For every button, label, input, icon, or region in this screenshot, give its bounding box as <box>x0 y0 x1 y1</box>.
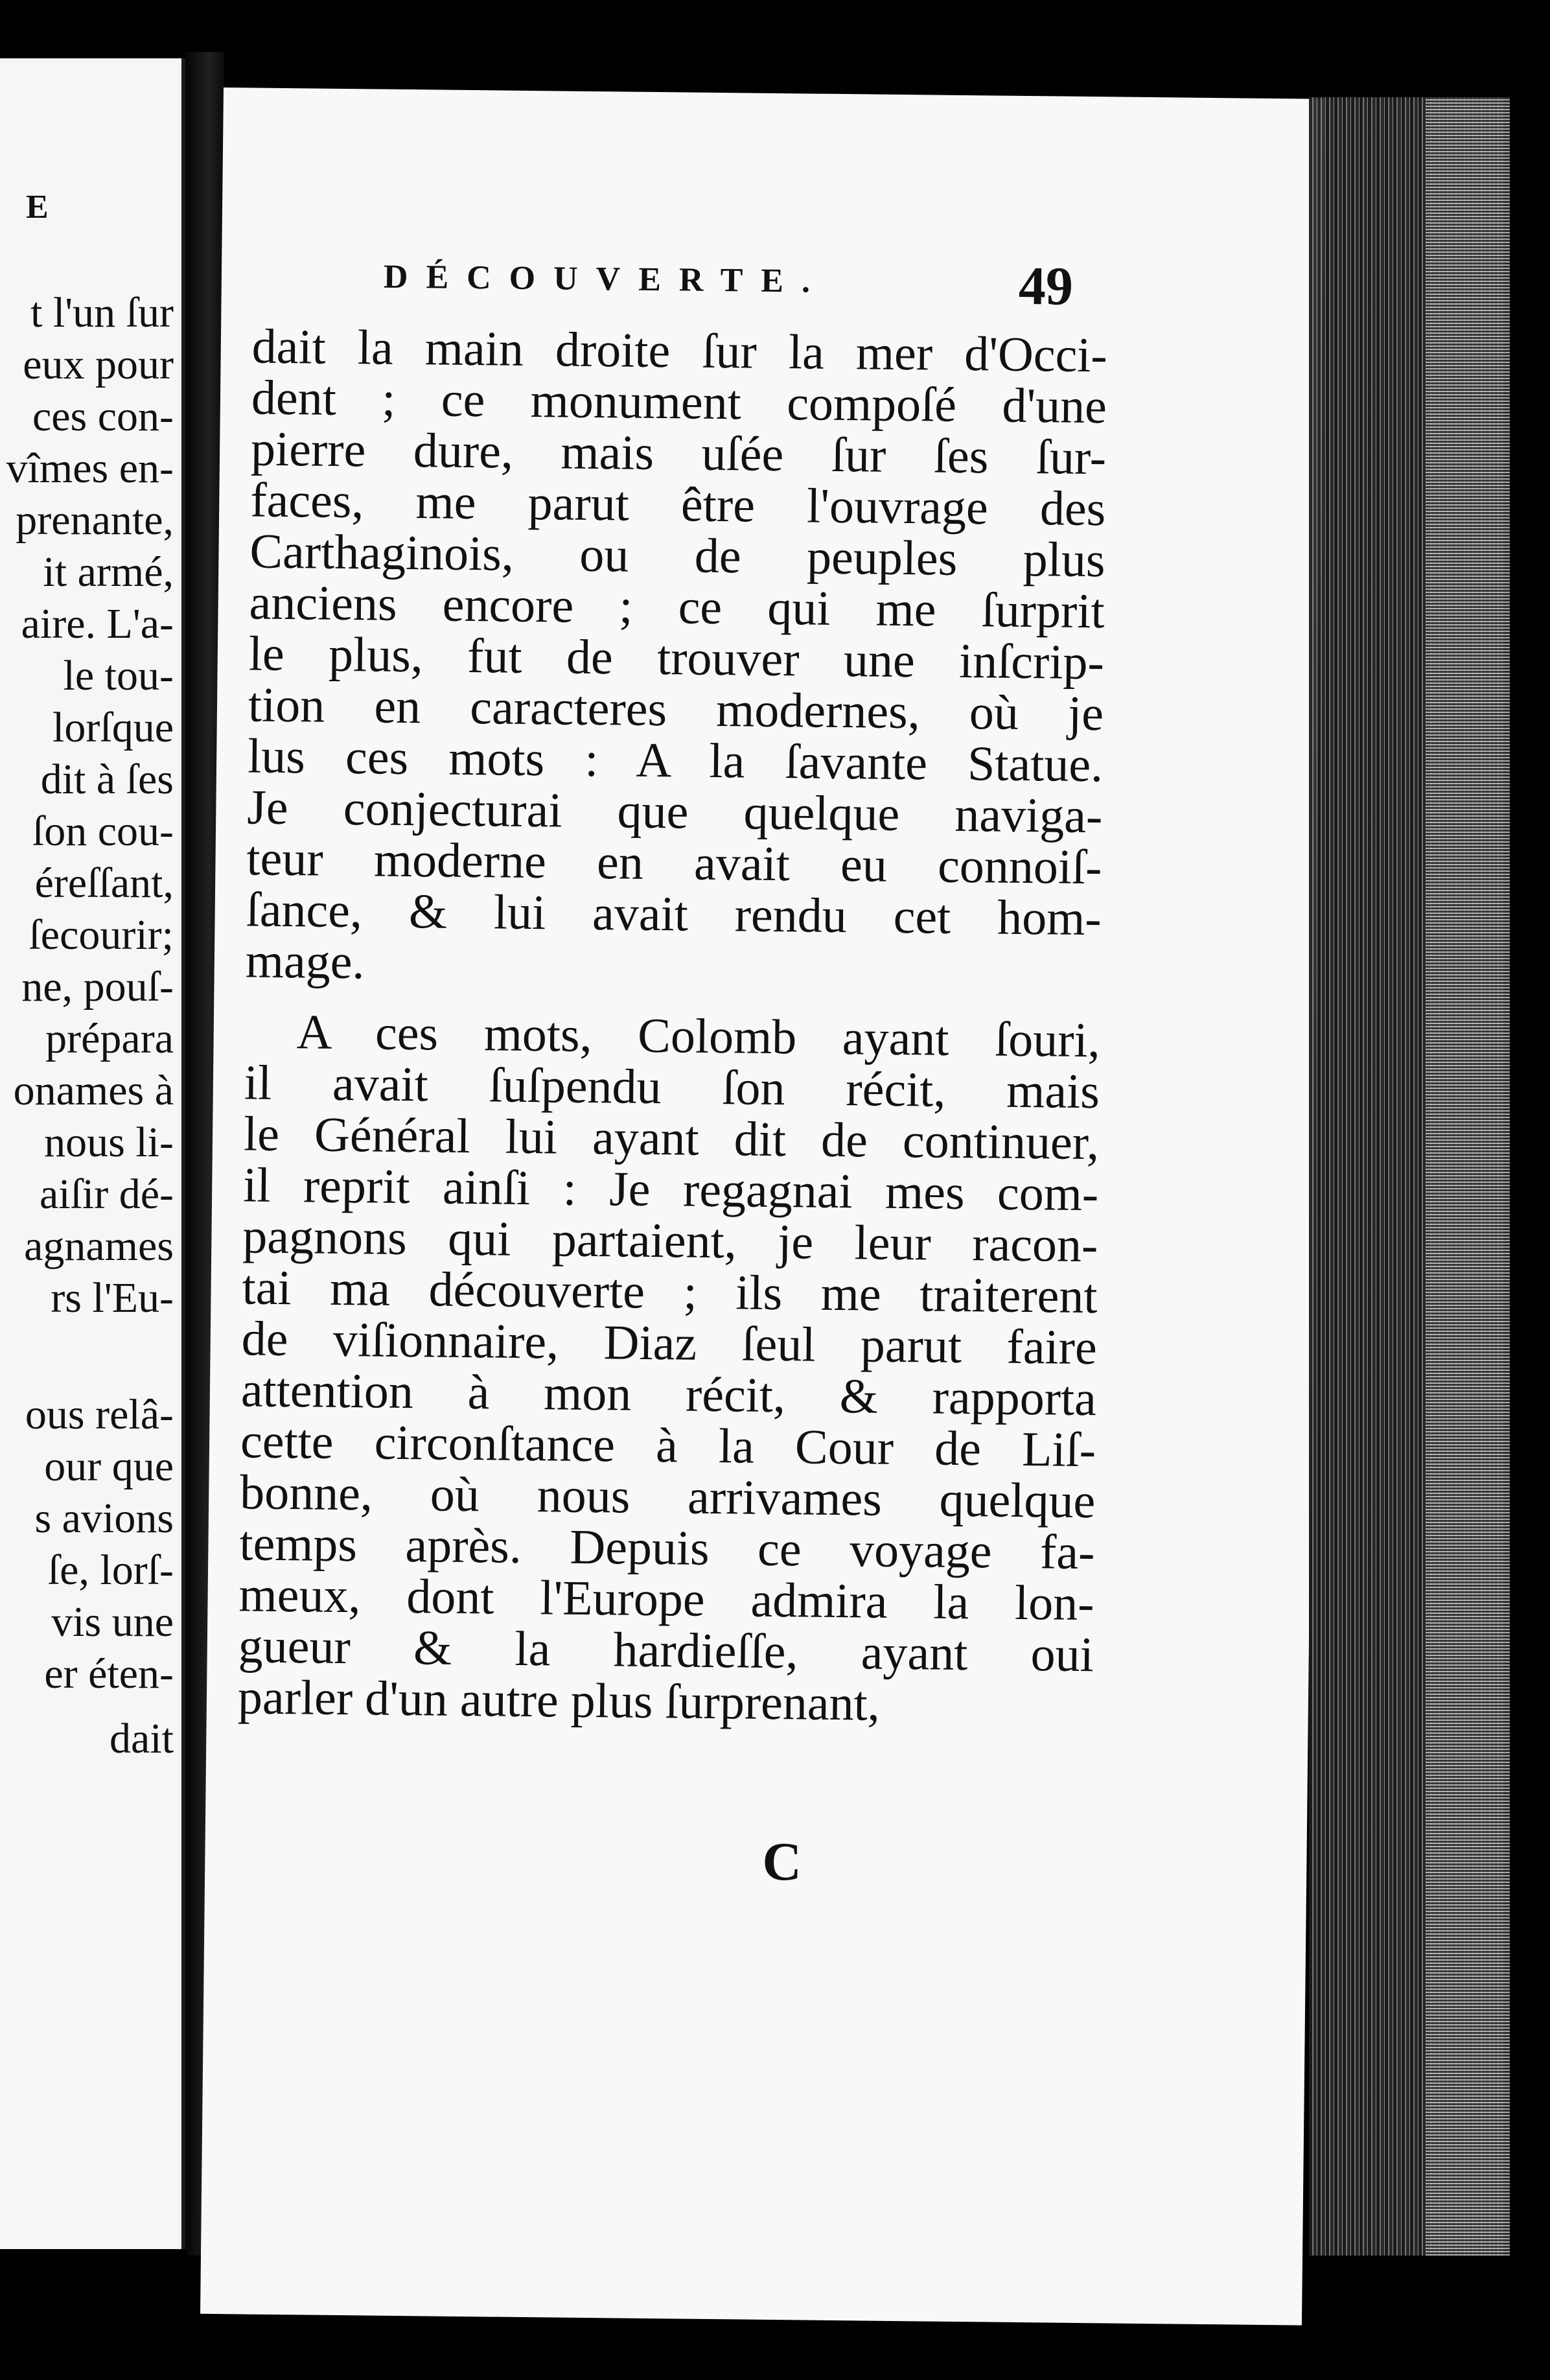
text-line: bonne, où nous arrivames quelque <box>239 1465 1096 1529</box>
text-line: parler d'un autre plus ſurprenant, <box>237 1670 881 1731</box>
left-page-line: ces con- <box>32 393 174 440</box>
text-line: il avait ſuſpendu ſon récit, mais <box>244 1055 1100 1119</box>
left-page-line: prenante, <box>16 496 174 544</box>
text-line: teur moderne en avait eu connoiſ- <box>246 831 1102 895</box>
left-page-line: le tou- <box>63 652 174 699</box>
text-line: tai ma découverte ; ils me traiterent <box>242 1260 1098 1324</box>
text-line: tion en caracteres modernes, où je <box>248 677 1104 741</box>
left-page-line: aire. L'a- <box>21 600 174 648</box>
text-line: cette circonſtance à la Cour de Liſ- <box>240 1414 1096 1478</box>
text-line: Carthaginois, ou de peuples plus <box>249 524 1105 588</box>
text-line: temps après. Depuis ce voyage fa- <box>239 1516 1095 1580</box>
signature-mark: C <box>761 1831 802 1893</box>
left-page-line: our que <box>44 1443 174 1490</box>
left-page-line: ſe, lorſ- <box>47 1546 174 1594</box>
left-page-line: er éten- <box>44 1650 174 1698</box>
right-page <box>200 88 1325 2326</box>
left-page-line: éreſſant, <box>34 859 174 907</box>
text-line: il reprit ainſi : Je regagnai mes com- <box>242 1158 1099 1222</box>
left-page-line: dit à ſes <box>40 756 174 803</box>
left-page-header: E <box>26 189 49 226</box>
left-page-line: t l'un ſur <box>30 289 174 336</box>
left-page-line: vîmes en- <box>6 445 174 492</box>
left-page-line: nous li- <box>44 1119 174 1166</box>
left-page-line: ne, pouſ- <box>21 963 174 1010</box>
left-page-line: it armé, <box>43 548 174 596</box>
left-page-line: agnames <box>24 1222 174 1270</box>
left-page-line: ſon cou- <box>32 808 174 855</box>
left-page-line: vis une <box>51 1598 174 1646</box>
text-line: ſance, & lui avait rendu cet hom- <box>246 882 1102 946</box>
text-line: pierre dure, mais uſée ſur ſes ſur- <box>250 421 1107 485</box>
text-line: attention à mon récit, & rapporta <box>240 1362 1097 1427</box>
text-line: le plus, fut de trouver une inſcrip- <box>248 626 1105 690</box>
text-line: dait la main droite ſur la mer d'Occi- <box>251 319 1108 383</box>
text-line: mage. <box>245 933 365 990</box>
text-line: pagnons qui partaient, je leur racon- <box>242 1209 1098 1273</box>
text-line: anciens encore ; ce qui me ſurprit <box>249 575 1105 639</box>
text-line: gueur & la hardieſſe, ayant oui <box>238 1618 1094 1683</box>
left-page-line: prépara <box>45 1015 174 1062</box>
text-line: lus ces mots : A la ſavante Statue. <box>247 729 1104 793</box>
text-line: Je conjecturai que quelque naviga- <box>246 780 1103 844</box>
text-line: A ces mots, Colomb ayant ſouri, <box>296 1005 1101 1068</box>
left-page-line: ous relâ- <box>25 1391 174 1438</box>
page-number: 49 <box>1018 255 1074 317</box>
left-page-line: s avions <box>34 1495 174 1542</box>
left-page-line: ſecourir; <box>29 911 174 959</box>
page-edges-outer <box>1426 97 1510 2256</box>
text-line: dent ; ce monument compoſé d'une <box>251 370 1107 434</box>
running-head: DÉCOUVERTE. <box>383 258 829 300</box>
left-page-line: aiſir dé- <box>39 1171 174 1218</box>
left-page-line: lorſque <box>52 704 174 751</box>
left-page-line: rs l'Eu- <box>51 1274 174 1322</box>
text-line: le Général lui ayant dit de continuer, <box>243 1106 1100 1171</box>
paragraph-1 <box>245 321 1107 996</box>
text-line: meux, dont l'Europe admira la lon- <box>238 1567 1095 1631</box>
left-facing-page <box>0 58 185 2249</box>
paragraph-2 <box>238 1006 1101 1732</box>
left-page-line: onames à <box>13 1067 174 1114</box>
text-line: de viſionnaire, Diaz ſeul parut faire <box>241 1311 1098 1375</box>
text-line: faces, me parut être l'ouvrage des <box>249 472 1106 537</box>
body-text <box>238 321 1108 1732</box>
left-page-line: eux pour <box>23 341 174 388</box>
left-page-line: dait <box>110 1715 174 1762</box>
